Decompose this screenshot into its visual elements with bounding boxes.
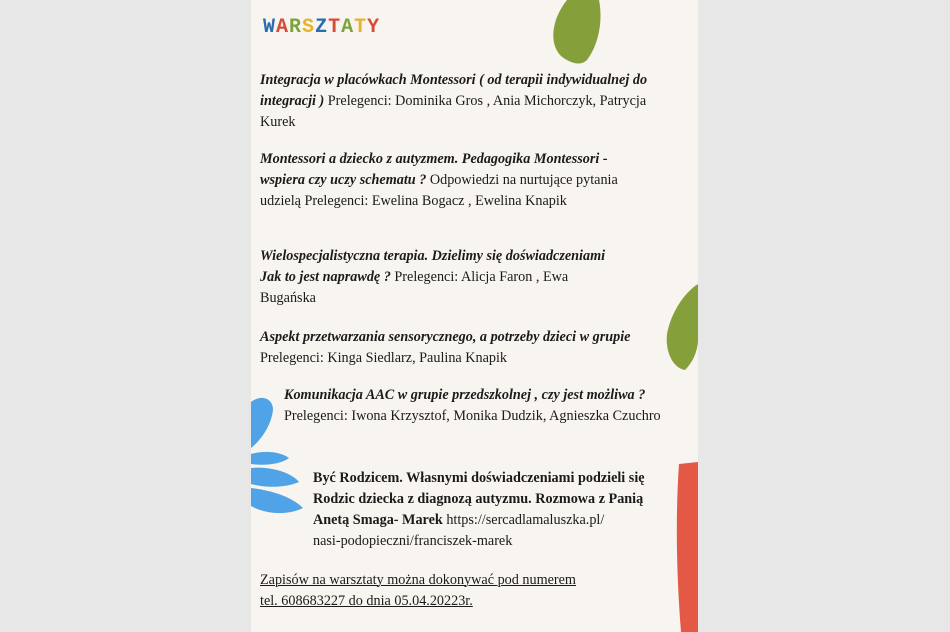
workshop-title: Integracja w placówkach Montessori ( od terapii indywidualnej do integracji )	[260, 72, 648, 109]
poster	[251, 0, 698, 632]
workshop-speakers: Prelegenci: Alicja Faron , Ewa Bugańska	[260, 269, 569, 306]
workshop-title: Wielospecjalistyczna terapia. Dzielimy się doświadczeniami Jak to jest naprawdę ?	[260, 248, 606, 285]
workshop-speakers: Odpowiedzi na nurtujące pytania udzielą Prelegenci: Ewelina Bogacz , Ewelina Knapik	[260, 172, 618, 209]
title-letter: T	[354, 16, 368, 39]
title-letter: A	[341, 16, 355, 39]
workshop-title: Aspekt przetwarzania sensorycznego, a potrzeby dzieci w grupie	[260, 329, 631, 345]
workshop-item	[260, 246, 615, 309]
workshop-speakers: Prelegenci: Kinga Siedlarz, Paulina Knapik	[260, 350, 508, 366]
parent-talk-link-cont[interactable]: nasi-podopieczni/franciszek-marek	[313, 533, 513, 549]
registration-info	[260, 570, 670, 612]
title-letter: R	[289, 16, 303, 39]
workshop-item	[284, 385, 669, 427]
workshop-item	[260, 70, 650, 133]
title-letter: T	[328, 16, 342, 39]
workshop-speakers: Prelegenci: Dominika Gros , Ania Michorczyk, Patrycja Kurek	[260, 93, 647, 130]
title-letter: W	[263, 16, 277, 39]
parent-talk-link[interactable]: https://sercadlamaluszka.pl/	[446, 512, 605, 528]
title-letter: Z	[315, 16, 329, 39]
registration-phone: tel. 608683227 do dnia 05.04.20223r.	[260, 593, 473, 609]
workshop-speakers: Prelegenci: Iwona Krzysztof, Monika Dudzik, Agnieszka Czuchro	[284, 408, 661, 424]
page-title	[263, 16, 380, 39]
title-letter: Y	[367, 16, 381, 39]
green-leaf-right	[665, 282, 698, 372]
parent-talk-lead: Być Rodzicem. Własnymi doświadczeniami podzieli się Rodzic dziecka z diagnozą autyzmu. Rozmowa z Panią Anetą Smaga- Marek	[313, 470, 645, 528]
workshop-item	[260, 327, 635, 369]
workshop-title: Montessori a dziecko z autyzmem. Pedagogika Montessori - wspiera czy uczy schematu ?	[260, 151, 608, 188]
title-letter: A	[276, 16, 290, 39]
workshop-title: Komunikacja AAC w grupie przedszkolnej , czy jest możliwa ?	[284, 387, 646, 403]
title-letter: S	[302, 16, 316, 39]
green-leaf-top	[547, 0, 603, 66]
parent-talk	[313, 468, 673, 552]
red-brush-right	[675, 462, 698, 632]
registration-line-1: Zapisów na warsztaty można dokonywać pod numerem	[260, 572, 576, 588]
workshop-item	[260, 149, 645, 212]
